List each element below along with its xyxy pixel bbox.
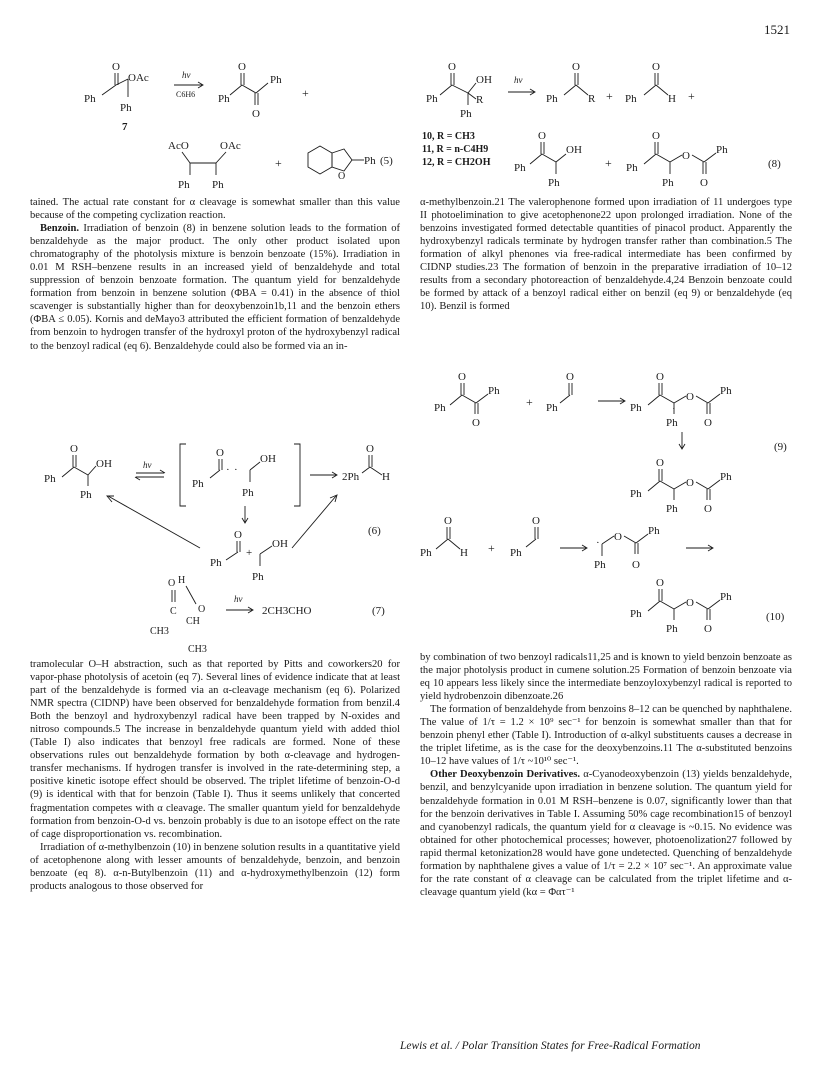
atom-label: AcO — [168, 140, 189, 152]
atom-label: OH — [476, 74, 492, 86]
atom-label: Ph — [270, 74, 282, 86]
left-column-top — [30, 196, 400, 353]
atom-label: Ph — [252, 571, 264, 583]
scheme-eq9-eq10 — [420, 368, 800, 650]
hv-label: hν — [143, 460, 152, 470]
radical-dot: · — [226, 464, 230, 476]
atom-label: O — [656, 371, 664, 383]
atom-label: CH — [186, 616, 200, 627]
atom-label: Ph — [625, 93, 637, 105]
plus-sign: + — [605, 156, 612, 170]
atom-label: O — [700, 177, 708, 189]
equation-number: (5) — [380, 155, 393, 167]
atom-label: O — [686, 391, 694, 403]
substituent-label: 12, R = CH2OH — [422, 157, 491, 168]
atom-label: O — [338, 171, 346, 182]
atom-label: O — [198, 604, 206, 615]
atom-label: R — [476, 94, 484, 106]
plus-sign: + — [302, 86, 309, 100]
atom-label: Ph — [120, 102, 132, 114]
plus-sign: + — [246, 547, 253, 559]
substituent-label: 10, R = CH3 — [422, 131, 475, 142]
equation-number: (8) — [768, 158, 781, 170]
plus-sign: + — [688, 89, 695, 103]
atom-label: Ph — [626, 162, 638, 174]
atom-label: Ph — [178, 179, 190, 191]
atom-label: H — [460, 547, 468, 559]
compound-number: 7 — [122, 121, 128, 133]
paragraph: α-methylbenzoin.21 The valerophenone formed upon irradiation of 11 undergoes type II photoelimination to give acetophenone22 upon prolonged irradiation. None of the benzoins investigated formed detectable quantities of pinacol product. Apparently the hydroxybenzyl radicals terminate by hydrogen transfer rather than combination.5 The formation of alkyl phenones via free-radical intermediate has been confirmed by CIDNP studies.23 The formation of benzoin in the preparative irradiation of 10–12 results from a secondary photoreaction of benzaldehyde.4,24 Benzoin benzoate could be formed by attack of a benzoyl radical either on benzil (eq 9) or benzaldehyde (eq 10). Benzil is formed — [420, 197, 792, 313]
atom-label: CH3 — [150, 626, 169, 637]
paragraph-text: Irradiation of benzoin (8) in benzene solution leads to the formation of benzaldehyde as the major product. The only other product isolated upon chromatography of the photolysis mixture is benzoin benzoate (15%). Irradiation in 0.01 M RSH–benzene results in an increased yield of benzaldehyde and total suppression of benzoin benzoate formation. The quantum yield for benzaldehyde formation from benzoin in benzene solution (ΦBA = 0.41) in the absence of thiol scavenger is substantially higher than for deoxybenzoin1b,11 and the benzoin ethers (ΦBA ≤ 0.05). Kornis and deMayo3 attributed the efficient formation of benzaldehyde from benzoin to hydrogen transfer of the hydroxyl proton of the hydroxybenzyl radical to the benzoyl radical (eq 6). Benzaldehyde could also be formed via an in- — [30, 223, 400, 352]
atom-label: O — [686, 477, 694, 489]
atom-label: O — [704, 623, 712, 635]
atom-label: H — [178, 575, 186, 586]
scheme-eq6-eq7 — [40, 440, 400, 660]
atom-label: Ph — [420, 547, 432, 559]
atom-label: O — [448, 61, 456, 73]
right-column-bottom — [420, 651, 792, 899]
atom-label: Ph — [510, 547, 522, 559]
right-column-top — [420, 196, 792, 313]
atom-label: OAc — [128, 72, 149, 84]
section-heading: Other Deoxybenzoin Derivatives. — [430, 769, 581, 781]
atom-label: Ph — [662, 177, 674, 189]
atom-label: O — [458, 371, 466, 383]
atom-label: O — [168, 578, 176, 589]
atom-label: O — [656, 457, 664, 469]
radical-dot: · — [596, 537, 600, 549]
atom-label: R — [588, 93, 596, 105]
atom-label: 2Ph — [342, 471, 360, 483]
paragraph-text: α-Cyanodeoxybenzoin (13) yields benzaldehyde, benzil, and benzylcyanide upon irradiation in benzene solution. The quantum yield for benzaldehyde formation in 0.01 M RSH–benzene is 0.07, significantly lower than that for the benzoin derivatives in Table I. Assuming 50% cage recombination15 of benzoyl and cyanobenzyl radicals, the quantum yield for α cleavage is ~0.15. No evidence was obtained for other photochemical processes; however, photoenolization27 followed by rapid thermal ketonization28 would have gone undetected. Quenching of benzaldehyde formation by naphthalene gives a value of 1/τ = 2.2 × 10⁷ sec⁻¹. An approximate value for the rate constant of α cleavage can be calculated from the triplet lifetime and α-cleavage quantum yield (kα = Φατ⁻¹ — [420, 769, 792, 898]
section-heading: Benzoin. — [40, 223, 79, 235]
atom-label: O — [444, 515, 452, 527]
atom-label: Ph — [84, 93, 96, 105]
atom-label: O — [652, 61, 660, 73]
atom-label: O — [532, 515, 540, 527]
atom-label: OH — [566, 144, 582, 156]
hv-label: hν — [182, 70, 191, 80]
page-number: 1521 — [764, 22, 790, 37]
atom-label: OH — [260, 453, 276, 465]
atom-label: Ph — [488, 385, 500, 397]
atom-label: Ph — [666, 503, 678, 515]
atom-label: OH — [96, 458, 112, 470]
atom-label: Ph — [716, 144, 728, 156]
paragraph: tramolecular O–H abstraction, such as that reported by Pitts and coworkers20 for vapor-phase photolysis of acetoin (eq 7). Several lines of evidence indicate that at least part of the benzaldehyde is formed via an α-cleavage mechanism (eq 6). Polarized NMR spectra (CIDNP) have been observed for benzaldehyde formation from benzil.4 Both the benzoyl and hydroxybenzyl radical have been trapped by N-oxides and nitroso compounds.5 The increase in benzaldehyde quantum yield with added thiol (Table I) also indicates that benzoyl free radicals are formed. None of these observations rules out benzaldehyde formation by both α-cleavage and hydrogen-transfer mechanisms. If hydrogen transfer is involved in the rate-determining step, a positive kinetic isotope effect should be observed. The triplet lifetime of benzoin-O-d (9) is identical with that for benzoin (Table I). Thus it seems unlikely that concerted fragmentation competes with α cleavage. The smaller quantum yield for benzaldehyde formation from benzoin-O-d vs. benzoin probably is due to an isotope effect on the rate of cage disproportionation vs. recombination. — [30, 659, 400, 840]
atom-label: Ph — [720, 385, 732, 397]
atom-label: Ph — [434, 402, 446, 414]
plus-sign: + — [488, 541, 495, 555]
paragraph — [30, 222, 400, 352]
atom-label: Ph — [514, 162, 526, 174]
scheme-eq8 — [420, 45, 800, 195]
atom-label: Ph — [630, 608, 642, 620]
atom-label: Ph — [666, 417, 678, 429]
equation-number: (7) — [372, 605, 385, 617]
atom-label: Ph — [648, 525, 660, 537]
atom-label: Ph — [218, 93, 230, 105]
atom-label: Ph — [630, 488, 642, 500]
atom-label: Ph — [212, 179, 224, 191]
atom-label: H — [382, 471, 390, 483]
atom-label: Ph — [460, 108, 472, 120]
atom-label: C — [170, 606, 177, 617]
atom-label: Ph — [210, 557, 222, 569]
solvent-label: C6H6 — [176, 90, 196, 99]
paragraph: by combination of two benzoyl radicals11,25 and is known to yield benzoin benzoate as the major photolysis product in cumene solution.25 Formation of benzoin benzoate via eq 10 appears less likely since the intermediate benzoyloxybenzyl radical is reported to yield hydrobenzoin dibenzoate.26 — [420, 652, 792, 703]
product-label: 2CH3CHO — [262, 605, 312, 617]
atom-label: O — [472, 417, 480, 429]
atom-label: O — [686, 597, 694, 609]
atom-label: CH3 — [188, 644, 207, 655]
atom-label: Ph — [364, 155, 376, 167]
radical-dot: · — [234, 464, 238, 476]
paragraph — [420, 768, 792, 898]
atom-label: Ph — [594, 559, 606, 571]
atom-label: O — [366, 443, 374, 455]
atom-label: O — [112, 61, 120, 73]
atom-label: H — [668, 93, 676, 105]
atom-label: Ph — [630, 402, 642, 414]
equation-number: (10) — [766, 611, 785, 623]
atom-label: O — [652, 130, 660, 142]
equation-number: (6) — [368, 525, 381, 537]
atom-label: O — [538, 130, 546, 142]
atom-label: Ph — [192, 478, 204, 490]
atom-label: O — [572, 61, 580, 73]
hv-label: hν — [514, 75, 523, 85]
running-footer: Lewis et al. / Polar Transition States for Free-Radical Formation — [400, 1040, 701, 1052]
atom-label: O — [704, 503, 712, 515]
atom-label: O — [682, 150, 690, 162]
atom-label: Ph — [666, 623, 678, 635]
atom-label: Ph — [720, 471, 732, 483]
atom-label: OAc — [220, 140, 241, 152]
atom-label: Ph — [80, 489, 92, 501]
plus-sign: + — [606, 89, 613, 103]
atom-label: Ph — [242, 487, 254, 499]
atom-label: Ph — [44, 473, 56, 485]
atom-label: Ph — [546, 93, 558, 105]
hv-label: hν — [234, 594, 243, 604]
atom-label: O — [238, 61, 246, 73]
left-column-bottom — [30, 658, 400, 893]
paragraph: tained. The actual rate constant for α cleavage is somewhat smaller than this value because of the competing cyclization reaction. — [30, 197, 400, 222]
scheme-eq5 — [70, 45, 400, 195]
atom-label: OH — [272, 538, 288, 550]
substituent-label: 11, R = n-C4H9 — [422, 144, 489, 155]
atom-label: O — [632, 559, 640, 571]
radical-dot: · — [672, 403, 676, 415]
atom-label: Ph — [546, 402, 558, 414]
atom-label: O — [234, 529, 242, 541]
atom-label: O — [656, 577, 664, 589]
plus-sign: + — [526, 395, 533, 409]
atom-label: O — [70, 443, 78, 455]
atom-label: O — [252, 108, 260, 120]
equation-number: (9) — [774, 441, 787, 453]
atom-label: Ph — [426, 93, 438, 105]
paragraph: Irradiation of α-methylbenzoin (10) in benzene solution results in a quantitative yield of acetophenone along with lesser amounts of benzaldehyde, benzoin, and benzoin benzoate (eq 8). α-n-Butylbenzoin (11) and α-hydroxymethylbenzoin (12) form products analogous to those observed for — [30, 841, 400, 892]
atom-label: O — [704, 417, 712, 429]
plus-sign: + — [275, 156, 282, 170]
paragraph: The formation of benzaldehyde from benzoins 8–12 can be quenched by naphthalene. The value of 1/τ = 1.2 × 10⁹ sec⁻¹ for benzoin is somewhat smaller than that for benzoin phenyl ether (Table I). Introduction of α-alkyl substituents causes a decrease in the triplet lifetime, as is the case for the deoxybenzoins.11 The α-substituted benzoins 10–12 have values of 1/τ ~10¹⁰ sec⁻¹. — [420, 704, 792, 768]
atom-label: O — [614, 531, 622, 543]
atom-label: O — [566, 371, 574, 383]
atom-label: Ph — [548, 177, 560, 189]
atom-label: Ph — [720, 591, 732, 603]
atom-label: O — [216, 447, 224, 459]
